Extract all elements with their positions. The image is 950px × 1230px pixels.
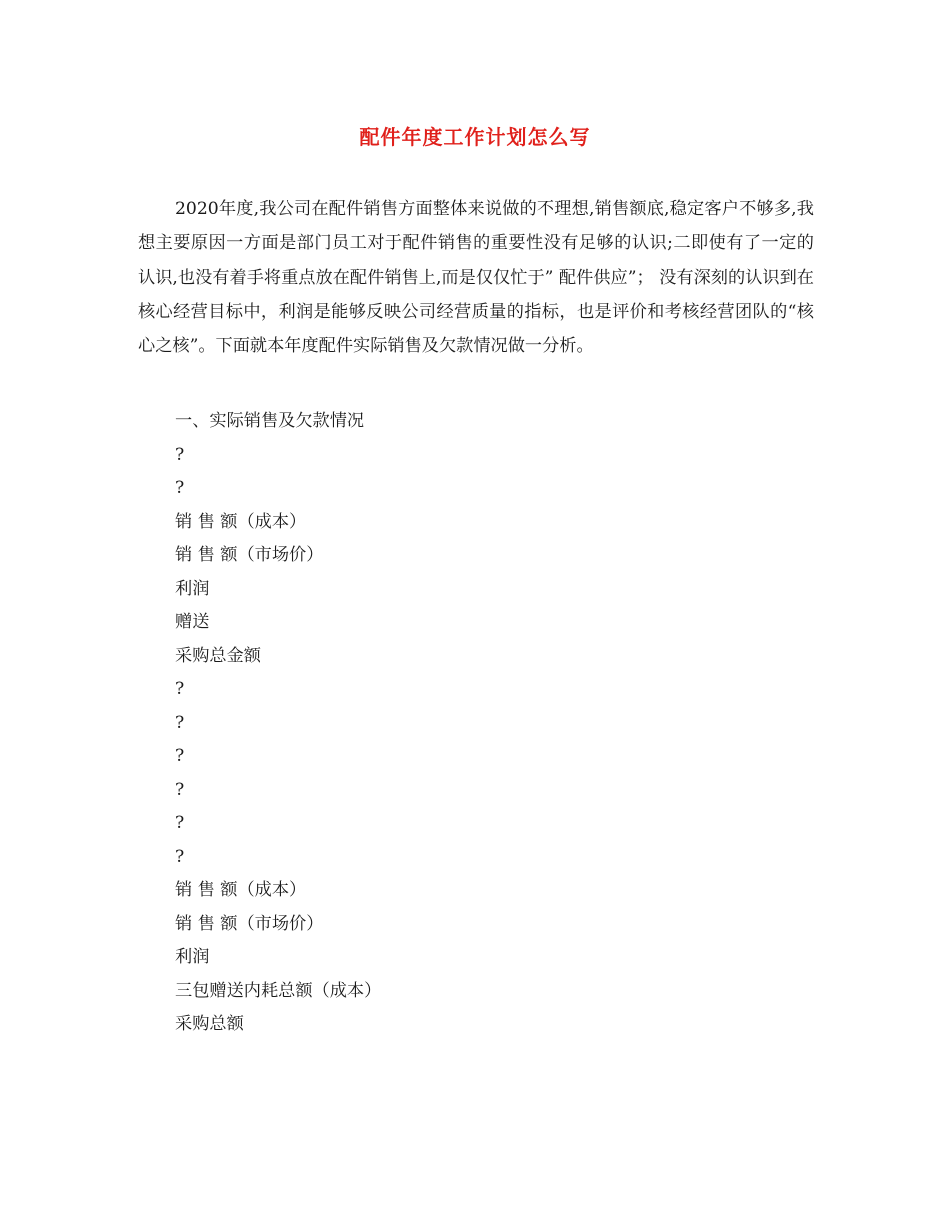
text-line: 利润	[175, 947, 210, 967]
text-line: 销 售 额（市场价）	[175, 545, 324, 565]
text-line: 利润	[175, 578, 210, 599]
text-line: ?	[175, 779, 185, 800]
text-line: ?	[175, 712, 185, 733]
text-line: 销 售 额（市场价）	[175, 913, 324, 934]
content-lines	[175, 405, 381, 1042]
text-line: ?	[175, 746, 185, 766]
text-line: ?	[175, 478, 185, 498]
text-line: ?	[175, 846, 185, 867]
text-line: 三包赠送内耗总额（成本）	[175, 980, 382, 1001]
intro-paragraph: 2020年度,我公司在配件销售方面整体来说做的不理想,销售额底,稳定客户不够多,我想主要原因一方面是部门员工对于配件销售的重要性没有足够的认识;二即使有了一定的认识,也没有着手将重点放在配件销售上,而是仅仅忙于” 配件供应”； 没有深刻的认识到在核心经营目标中，利润是能够反映公司经营质量的指标，也是评价和考核经营团队的“核心之核”。下面就本年度配件实际销售及欠款情况做一分析。	[138, 199, 814, 357]
text-line: 销 售 额（成本）	[175, 880, 307, 900]
text-line: 采购总额	[175, 1014, 244, 1034]
document-title: 配件年度工作计划怎么写	[359, 125, 591, 149]
text-line: ?	[175, 813, 185, 833]
document-body	[138, 192, 814, 363]
section-heading: 一、实际销售及欠款情况	[175, 411, 365, 431]
text-line: 采购总金额	[175, 645, 261, 666]
text-line: ?	[175, 444, 185, 465]
text-line: 赠送	[175, 612, 210, 632]
text-line: ?	[175, 679, 185, 699]
text-line: 销 售 额（成本）	[175, 511, 307, 532]
